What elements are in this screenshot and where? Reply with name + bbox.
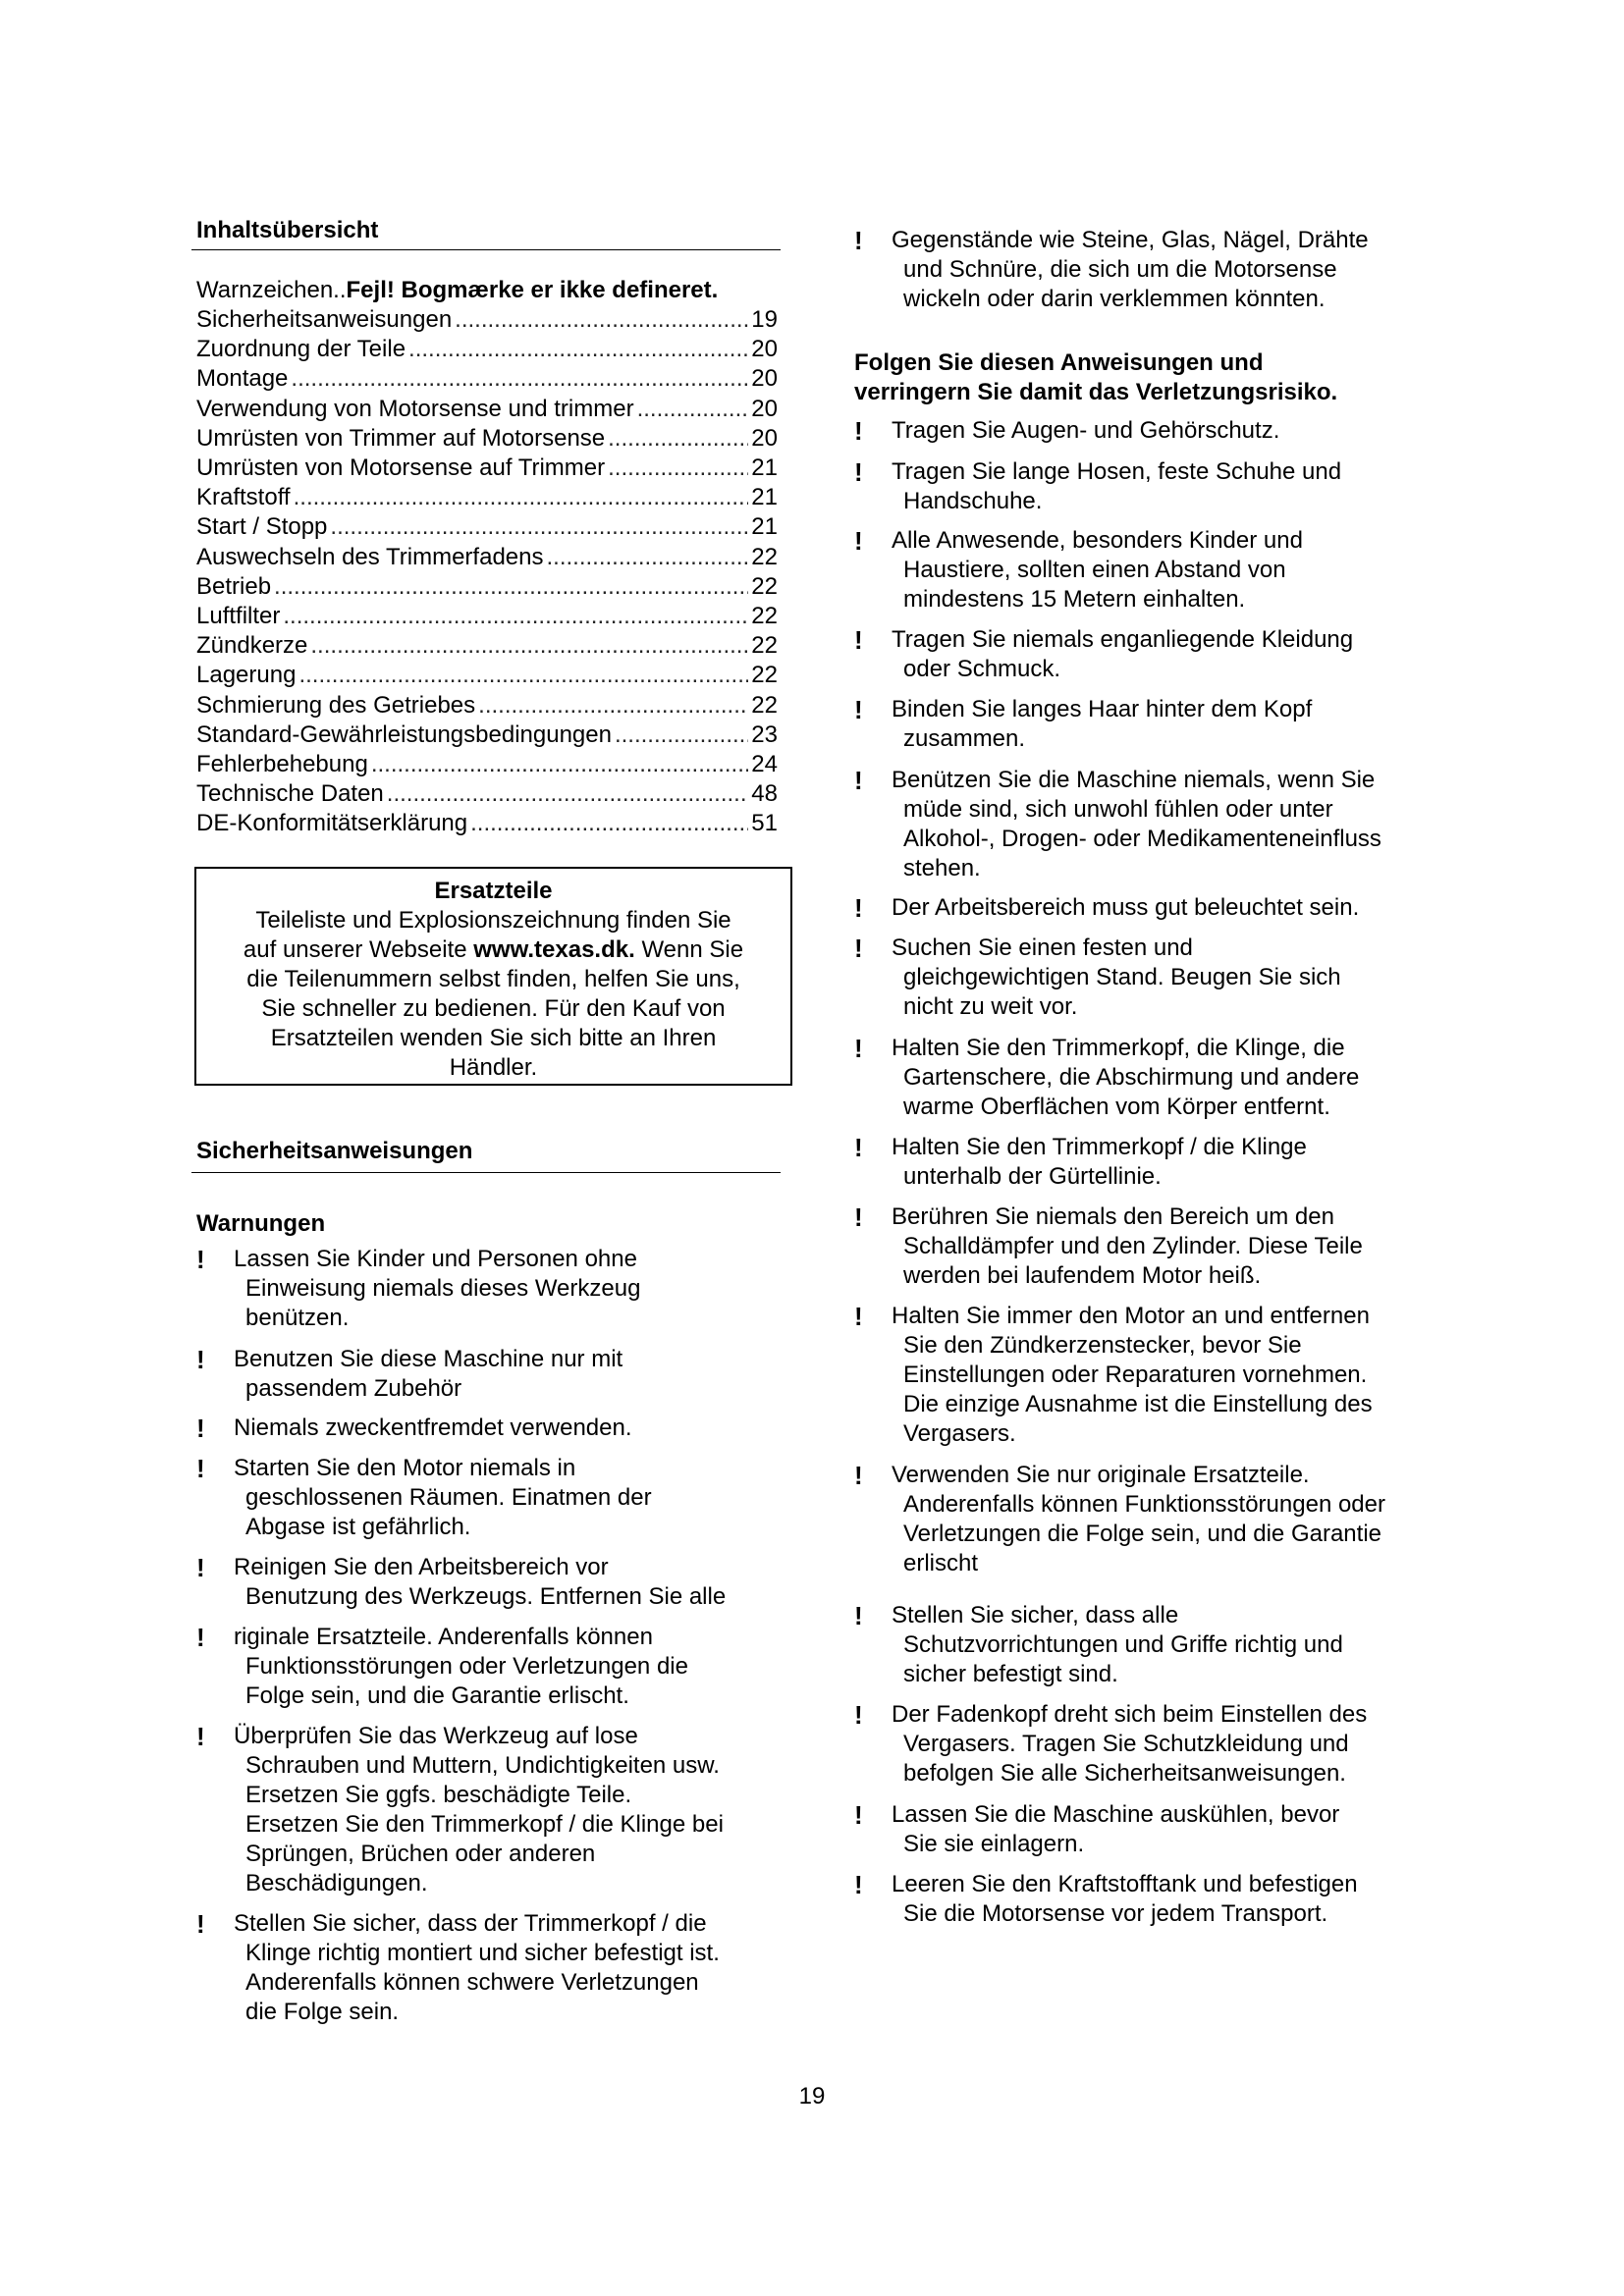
ersatzteile-line: die Teilenummern selbst finden, helfen Sie uns, [246, 966, 740, 992]
toc-leader-dots [455, 305, 748, 335]
warning-text-line: nicht zu weit vor. [903, 993, 1078, 1020]
toc-entry-error: Fejl! Bogmærke er ikke defineret. [346, 277, 719, 303]
warning-text-line: Lassen Sie die Maschine auskühlen, bevor [892, 1801, 1340, 1828]
toc-entry-page: 22 [751, 603, 778, 629]
warning-item [854, 416, 1279, 446]
toc-leader-dots [608, 424, 748, 454]
warnings-title: Warnungen [196, 1210, 326, 1237]
exclamation-icon: ! [196, 1245, 205, 1274]
warning-item [196, 1909, 720, 2027]
warning-text-line: und Schnüre, die sich um die Motorsense [903, 256, 1337, 283]
warning-text-line: sicher befestigt sind. [903, 1661, 1118, 1687]
safety-title: Sicherheitsanweisungen [196, 1138, 473, 1164]
warning-text-line: riginale Ersatzteile. Anderenfalls können [234, 1624, 653, 1650]
warning-text-line: Einstellungen oder Reparaturen vornehmen. [903, 1362, 1368, 1388]
toc-leader-dots [330, 512, 748, 542]
toc-entry-page: 20 [751, 336, 778, 363]
toc-entry-label: Betrieb [196, 572, 272, 600]
toc-entry-warnzeichen[interactable] [196, 276, 778, 305]
toc-entry-page: 19 [751, 306, 778, 333]
toc-leader-dots [291, 364, 748, 394]
toc-entry-label: Technische Daten [196, 780, 384, 808]
toc-entry-label: Sicherheitsanweisungen [196, 306, 453, 333]
warning-text-line: Einweisung niemals dieses Werkzeug [245, 1275, 641, 1302]
warning-item [854, 1034, 1359, 1122]
exclamation-icon: ! [854, 893, 863, 923]
warning-text-line: Tragen Sie niemals enganliegende Kleidung [892, 626, 1354, 653]
page-number: 19 [798, 2083, 826, 2109]
toc-entry-label: Verwendung von Motorsense und trimmer [196, 395, 634, 422]
warning-item [196, 1623, 688, 1711]
warning-text-line: Anderenfalls können schwere Verletzungen [245, 1969, 699, 1996]
warning-text-line: Reinigen Sie den Arbeitsbereich vor [234, 1554, 609, 1580]
warning-text-line: Stellen Sie sicher, dass der Trimmerkopf / die [234, 1910, 707, 1937]
toc-leader-dots [298, 661, 748, 690]
instruction-heading-line2: verringern Sie damit das Verletzungsrisiko. [854, 379, 1338, 405]
exclamation-icon: ! [854, 226, 863, 255]
exclamation-icon: ! [854, 1461, 863, 1490]
warning-text-line: unterhalb der Gürtellinie. [903, 1163, 1162, 1190]
warning-text-line: Starten Sie den Motor niemals in [234, 1455, 576, 1481]
toc-leader-dots [371, 750, 748, 779]
toc-leader-dots [387, 779, 749, 809]
toc-entry-label: Zündkerze [196, 632, 308, 660]
warning-item [854, 1302, 1373, 1449]
toc-leader-dots [283, 602, 748, 631]
warning-text-line: Anderenfalls können Funktionsstörungen oder [903, 1491, 1385, 1518]
ersatzteile-line: Händler. [449, 1054, 538, 1081]
exclamation-icon: ! [854, 934, 863, 963]
toc-entry[interactable] [196, 572, 778, 602]
warning-text-line: Vergasers. [903, 1420, 1016, 1447]
toc-entry[interactable] [196, 543, 778, 572]
warning-text-line: Alkohol-, Drogen- oder Medikamenteneinfluss [903, 826, 1381, 852]
warning-text-line: Ersetzen Sie den Trimmerkopf / die Klinge bei [245, 1811, 724, 1838]
toc-title: Inhaltsübersicht [196, 217, 379, 243]
exclamation-icon: ! [196, 1454, 205, 1483]
warning-text-line: befolgen Sie alle Sicherheitsanweisungen. [903, 1760, 1346, 1787]
toc-entry-page: 22 [751, 632, 778, 660]
toc-leader-dots [546, 543, 748, 572]
toc-entry-page: 48 [751, 780, 778, 808]
exclamation-icon: ! [854, 1133, 863, 1162]
warning-item [196, 1722, 724, 1898]
toc-leader-dots [310, 631, 748, 661]
warning-text-line: die Folge sein. [245, 1999, 400, 2025]
warning-item [854, 625, 1353, 684]
warning-text-line: Leeren Sie den Kraftstofftank und befestigen [892, 1871, 1358, 1897]
toc-entry-label: Umrüsten von Trimmer auf Motorsense [196, 424, 606, 452]
website-link[interactable]: www.texas.dk. [473, 936, 635, 963]
warning-text-line: Sie sie einlagern. [903, 1831, 1085, 1857]
toc-entry-page: 22 [751, 662, 778, 689]
toc-entry[interactable] [196, 454, 778, 483]
toc-leader-dots [608, 454, 748, 483]
warning-item [854, 1700, 1367, 1789]
exclamation-icon: ! [854, 1800, 863, 1830]
toc-entry[interactable] [196, 335, 778, 364]
warning-text-line: Gartenschere, die Abschirmung und andere [903, 1064, 1360, 1091]
toc-entry-page: 51 [751, 810, 778, 837]
warning-text-line: Der Arbeitsbereich muss gut beleuchtet sein. [892, 894, 1360, 921]
exclamation-icon: ! [196, 1623, 205, 1652]
warning-text-line: Benutzen Sie diese Maschine nur mit [234, 1346, 623, 1372]
toc-entry-page: 21 [751, 484, 778, 511]
ersatzteile-box [194, 867, 792, 1086]
exclamation-icon: ! [854, 457, 863, 487]
toc-entry-label: Umrüsten von Motorsense auf Trimmer [196, 454, 606, 481]
exclamation-icon: ! [854, 1870, 863, 1899]
warning-item [854, 695, 1312, 754]
toc-leader-dots [637, 395, 749, 424]
toc-leader-dots [408, 335, 748, 364]
ersatzteile-line: auf unserer Webseite www.texas.dk. Wenn Sie [243, 936, 744, 963]
warning-item [854, 1133, 1307, 1192]
toc-entry-label: Lagerung [196, 662, 297, 689]
toc-entry-label: DE-Konformitätserklärung [196, 810, 468, 837]
warning-text-line: oder Schmuck. [903, 656, 1061, 682]
toc-entry[interactable] [196, 779, 778, 809]
warning-item [196, 1414, 632, 1443]
warning-text-line: Sprüngen, Brüchen oder anderen [245, 1841, 596, 1867]
warning-text-line: Halten Sie immer den Motor an und entfernen [892, 1303, 1370, 1329]
warning-text-line: Die einzige Ausnahme ist die Einstellung des [903, 1391, 1373, 1417]
toc-entry[interactable] [196, 721, 778, 750]
toc-entry-page: 20 [751, 424, 778, 452]
toc-entry-page: 22 [751, 691, 778, 719]
warning-text-line: erlischt [903, 1550, 979, 1576]
exclamation-icon: ! [854, 1601, 863, 1630]
safety-title-rule [191, 1172, 781, 1173]
exclamation-icon: ! [854, 625, 863, 655]
warning-text-line: Suchen Sie einen festen und [892, 934, 1193, 961]
toc-entry-label: Zuordnung der Teile [196, 336, 406, 363]
toc-entry[interactable] [196, 602, 778, 631]
warning-text-line: Stellen Sie sicher, dass alle [892, 1602, 1179, 1629]
warning-text-line: Lassen Sie Kinder und Personen ohne [234, 1246, 637, 1272]
toc-entry-page: 24 [751, 751, 778, 777]
exclamation-icon: ! [854, 766, 863, 795]
toc-entry[interactable] [196, 631, 778, 661]
warning-text-line: Alle Anwesende, besonders Kinder und [892, 527, 1303, 554]
warning-text-line: warme Oberflächen vom Körper entfernt. [903, 1094, 1330, 1120]
toc-entry[interactable] [196, 305, 778, 335]
warning-item [854, 226, 1369, 314]
toc-entry[interactable] [196, 661, 778, 690]
toc-entry-page: 21 [751, 513, 778, 541]
ersatzteile-line: Sie schneller zu bedienen. Für den Kauf von [261, 995, 726, 1022]
warning-text-line: Vergasers. Tragen Sie Schutzkleidung und [903, 1731, 1349, 1757]
warning-text-line: Abgase ist gefährlich. [245, 1514, 471, 1540]
toc-entry[interactable] [196, 483, 778, 512]
exclamation-icon: ! [854, 416, 863, 446]
warning-text-line: zusammen. [903, 725, 1026, 752]
toc-entry-label: Fehlerbehebung [196, 751, 368, 777]
warning-text-line: stehen. [903, 855, 981, 881]
toc-entry-page: 20 [751, 365, 778, 393]
toc-entry-label: Schmierung des Getriebes [196, 691, 476, 719]
warning-item [854, 934, 1341, 1022]
warning-text-line: Haustiere, sollten einen Abstand von [903, 557, 1286, 583]
toc-entry-label: Luftfilter [196, 603, 281, 629]
toc-title-rule [191, 249, 781, 250]
toc-entry-label: Standard-Gewährleistungsbedingungen [196, 721, 612, 748]
toc-entry[interactable] [196, 512, 778, 542]
warning-text-line: Überprüfen Sie das Werkzeug auf lose [234, 1723, 638, 1749]
warning-item [196, 1345, 623, 1404]
warning-text-line: Benutzung des Werkzeugs. Entfernen Sie alle [245, 1583, 727, 1610]
exclamation-icon: ! [196, 1909, 205, 1939]
exclamation-icon: ! [196, 1722, 205, 1751]
warning-text-line: Verwenden Sie nur originale Ersatzteile. [892, 1462, 1310, 1488]
exclamation-icon: ! [854, 1302, 863, 1331]
toc-entry-label: Start / Stopp [196, 513, 328, 541]
toc-entry[interactable] [196, 750, 778, 779]
warning-text-line: Ersetzen Sie ggfs. beschädigte Teile. [245, 1782, 632, 1808]
warning-text-line: Handschuhe. [903, 488, 1043, 514]
ersatzteile-title: Ersatzteile [434, 878, 553, 904]
toc-leader-dots [274, 572, 748, 602]
exclamation-icon: ! [854, 526, 863, 556]
warning-text-line: wickeln oder darin verklemmen könnten. [903, 286, 1326, 312]
warning-text-line: Sie den Zündkerzenstecker, bevor Sie [903, 1332, 1302, 1359]
warning-text-line: müde sind, sich unwohl fühlen oder unter [903, 796, 1333, 823]
toc-entry[interactable] [196, 364, 778, 394]
toc-leader-dots [615, 721, 748, 750]
ersatzteile-line: Teileliste und Explosionszeichnung finden Sie [255, 907, 731, 934]
exclamation-icon: ! [196, 1345, 205, 1374]
warning-text-line: Gegenstände wie Steine, Glas, Nägel, Drähte [892, 227, 1369, 253]
toc-entry-page: 22 [751, 572, 778, 600]
warning-item [854, 1870, 1358, 1929]
toc-entry[interactable] [196, 395, 778, 424]
instruction-heading-line1: Folgen Sie diesen Anweisungen und [854, 349, 1264, 376]
toc-entry[interactable] [196, 809, 778, 838]
warning-text-line: geschlossenen Räumen. Einatmen der [245, 1484, 652, 1511]
warning-text-line: Klinge richtig montiert und sicher befestigt ist. [245, 1940, 720, 1966]
warning-item [196, 1553, 726, 1612]
exclamation-icon: ! [854, 1034, 863, 1063]
exclamation-icon: ! [854, 1202, 863, 1232]
warning-text-line: Beschädigungen. [245, 1870, 428, 1896]
warning-item [196, 1454, 652, 1542]
warning-item [854, 1202, 1363, 1291]
warning-text-line: Verletzungen die Folge sein, und die Garantie [903, 1521, 1381, 1547]
warning-item [854, 457, 1341, 516]
warning-text-line: mindestens 15 Metern einhalten. [903, 586, 1246, 613]
warning-item [854, 526, 1303, 614]
toc-entry[interactable] [196, 424, 778, 454]
toc-entry-label: Kraftstoff [196, 484, 291, 511]
exclamation-icon: ! [854, 695, 863, 724]
warning-text-line: Tragen Sie lange Hosen, feste Schuhe und [892, 458, 1342, 485]
warning-text-line: werden bei laufendem Motor heiß. [903, 1262, 1262, 1289]
warning-text-line: Binden Sie langes Haar hinter dem Kopf [892, 696, 1313, 722]
toc-entry-page: 22 [751, 543, 778, 570]
toc-entry-page: 21 [751, 454, 778, 481]
exclamation-icon: ! [196, 1414, 205, 1443]
warning-text-line: Schrauben und Muttern, Undichtigkeiten usw. [245, 1752, 720, 1779]
warning-item [854, 1601, 1343, 1689]
warning-text-line: passendem Zubehör [245, 1375, 462, 1402]
exclamation-icon: ! [196, 1553, 205, 1582]
warning-item [854, 1800, 1339, 1859]
warning-text-line: Halten Sie den Trimmerkopf / die Klinge [892, 1134, 1307, 1160]
toc-entry-page: 20 [751, 395, 778, 422]
warning-text-line: Niemals zweckentfremdet verwenden. [234, 1415, 632, 1441]
warning-item [196, 1245, 640, 1333]
toc-entry-page: 23 [751, 721, 778, 748]
warning-text-line: Benützen Sie die Maschine niemals, wenn Sie [892, 767, 1376, 793]
toc-leader-dots [294, 483, 749, 512]
warning-text-line: Folge sein, und die Garantie erlischt. [245, 1682, 629, 1709]
warning-item [854, 893, 1359, 923]
toc-entry-label: Montage [196, 365, 289, 393]
ersatzteile-line: Ersatzteilen wenden Sie sich bitte an Ihren [270, 1025, 717, 1051]
toc-entry-label: Warnzeichen.. [196, 277, 347, 303]
warning-text-line: Tragen Sie Augen- und Gehörschutz. [892, 417, 1280, 444]
warning-text-line: Sie die Motorsense vor jedem Transport. [903, 1900, 1328, 1927]
toc-leader-dots [470, 809, 748, 838]
warning-text-line: Schutzvorrichtungen und Griffe richtig und [903, 1631, 1343, 1658]
warning-text-line: gleichgewichtigen Stand. Beugen Sie sich [903, 964, 1341, 990]
toc-leader-dots [478, 691, 748, 721]
toc-entry-label: Auswechseln des Trimmerfadens [196, 543, 544, 570]
exclamation-icon: ! [854, 1700, 863, 1730]
warning-text-line: Funktionsstörungen oder Verletzungen die [245, 1653, 688, 1680]
toc-entry[interactable] [196, 691, 778, 721]
warning-item [854, 766, 1381, 883]
warning-text-line: Der Fadenkopf dreht sich beim Einstellen des [892, 1701, 1368, 1728]
warning-text-line: benützen. [245, 1305, 350, 1331]
warning-text-line: Halten Sie den Trimmerkopf, die Klinge, die [892, 1035, 1345, 1061]
warning-item [854, 1461, 1385, 1578]
warning-text-line: Berühren Sie niemals den Bereich um den [892, 1203, 1334, 1230]
warning-text-line: Schalldämpfer und den Zylinder. Diese Teile [903, 1233, 1363, 1259]
